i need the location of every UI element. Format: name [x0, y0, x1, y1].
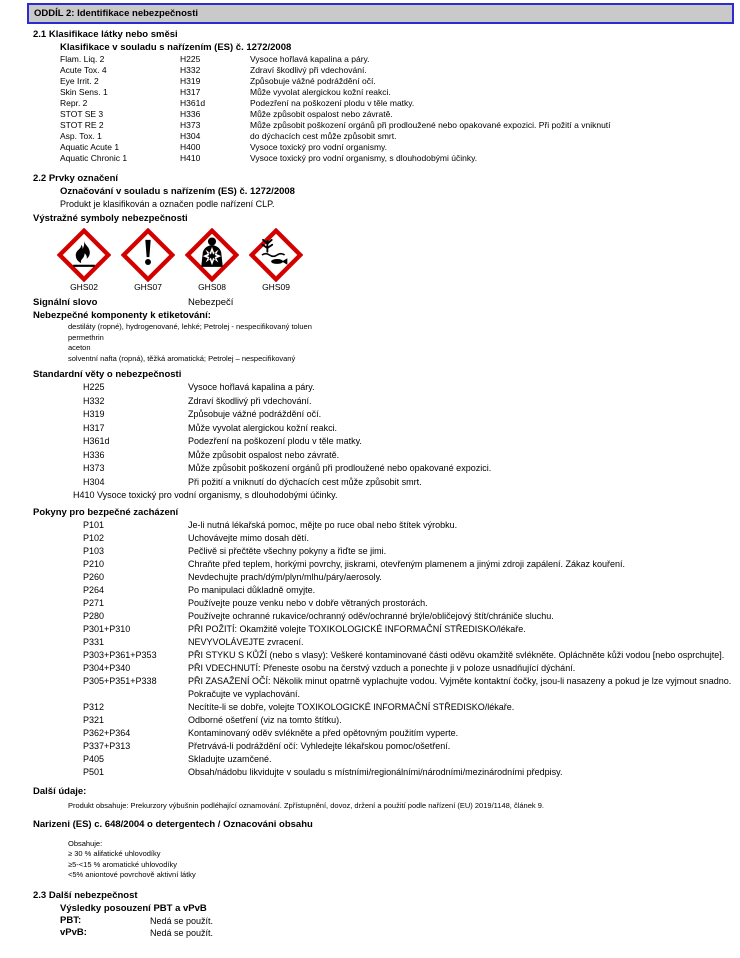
hazard-class: Flam. Liq. 2 — [60, 54, 105, 64]
hazard-class: STOT SE 3 — [60, 109, 104, 119]
heading-2-3: 2.3 Další nebezpečnost — [33, 889, 138, 901]
hazard-text: Vysoce hořlavá kapalina a páry. — [250, 54, 370, 64]
precautionary-list — [83, 519, 734, 779]
precautionary-row — [83, 714, 734, 727]
precautionary-row — [83, 545, 734, 558]
p-code: P301+P310 — [83, 624, 131, 634]
contains-item: ≥ 30 % alifatické uhlovodíky — [68, 849, 161, 858]
hazard-code: H304 — [180, 131, 201, 141]
p-text: Necítíte-li se dobře, volejte TOXIKOLOGICKÉ INFORMAČNÍ STŘEDISKO/lékaře. — [188, 702, 515, 712]
hazard-code: H225 — [180, 54, 201, 64]
p-text: Po manipulaci důkladně omyjte. — [188, 585, 316, 595]
hazard-text: Může způsobit poškození orgánů při prodloužené nebo opakované expozici. Při požití a vniknutí — [250, 120, 611, 130]
h-text: Podezření na poškození plodu v těle matky. — [188, 436, 362, 446]
component-item: permethrin — [68, 332, 104, 342]
hazard-code: H361d — [180, 98, 206, 108]
classification-subheading: Klasifikace v souladu s nařízením (ES) č. 1272/2008 — [60, 42, 292, 53]
hazard-statement-row — [83, 449, 734, 463]
heading-2-1: 2.1 Klasifikace látky nebo směsi — [33, 29, 178, 40]
hazard-class: Repr. 2 — [60, 98, 88, 108]
pbt-row — [60, 915, 734, 927]
p-text: Používejte pouze venku nebo v dobře větraných prostorách. — [188, 598, 428, 608]
contains-block — [68, 839, 734, 881]
classification-row — [60, 109, 734, 120]
precautionary-row — [83, 584, 734, 597]
h-text: Vysoce hořlavá kapalina a páry. — [188, 382, 315, 392]
labelling-intro: Produkt je klasifikován a označen podle nařízení CLP. — [60, 199, 275, 209]
classification-row — [60, 87, 734, 98]
classification-row — [60, 131, 734, 142]
p-text: Chraňte před teplem, horkými povrchy, jiskrami, otevřeným plamenem a jinými zdroji zapálení. Zákaz kouření. — [188, 559, 626, 569]
p-code: P405 — [83, 754, 105, 764]
pbt-row — [60, 927, 734, 939]
hazard-statement-row — [83, 381, 734, 395]
components-heading: Nebezpečné komponenty k etiketování: — [33, 310, 211, 321]
precautionary-row — [83, 597, 734, 610]
hazard-text: Způsobuje vážné podráždění očí. — [250, 76, 376, 86]
section-header-bar — [27, 3, 734, 24]
contains-list — [68, 849, 734, 881]
precautionary-row — [83, 636, 734, 649]
p-text: Je-li nutná lékařská pomoc, mějte po ruce obal nebo štítek výrobku. — [188, 520, 458, 530]
hazard-statement-row — [83, 422, 734, 436]
p-code: P102 — [83, 533, 105, 543]
hazard-class: STOT RE 2 — [60, 120, 104, 130]
p-text: Pečlivě si přečtěte všechny pokyny a řiďte se jimi. — [188, 546, 387, 556]
hazard-code: H373 — [180, 120, 201, 130]
flame-icon — [57, 228, 111, 282]
classification-row — [60, 153, 734, 164]
h-code: H317 — [83, 422, 105, 433]
pictogram-row — [57, 228, 734, 293]
p-code: P312 — [83, 702, 105, 712]
pbt-subheading: Výsledky posouzení PBT a vPvB — [60, 902, 207, 914]
pictogram-code: GHS07 — [134, 282, 162, 292]
classification-row — [60, 76, 734, 87]
p-text: Uchovávejte mimo dosah dětí. — [188, 533, 310, 543]
precautionary-heading: Pokyny pro bezpečné zacházení — [33, 507, 179, 518]
component-item: destiláty (ropné), hydrogenované, lehké; Petrolej - nespecifikovaný toluen — [68, 322, 312, 331]
classification-table — [60, 54, 734, 164]
p-code: P362+P364 — [83, 728, 131, 738]
h-text: Může vyvolat alergickou kožní reakci. — [188, 422, 338, 433]
precautionary-row — [83, 675, 734, 701]
h-code: H304 — [83, 476, 105, 487]
hazard-text: Zdraví škodlivý při vdechování. — [250, 65, 367, 75]
p-text: Kontaminovaný oděv svlékněte a před opětovným použitím vyperte. — [188, 728, 459, 738]
hazard-class: Asp. Tox. 1 — [60, 131, 102, 141]
detergents-heading: Narizeni (ES) c. 648/2004 o detergentech / Oznacováni obsahu — [33, 818, 313, 830]
precautionary-row — [83, 766, 734, 779]
h-code: H336 — [83, 449, 105, 460]
hazard-code: H319 — [180, 76, 201, 86]
hazard-code: H332 — [180, 65, 201, 75]
p-text: Skladujte uzamčené. — [188, 754, 272, 764]
contains-item: <5% aniontové povrchově aktivní látky — [68, 870, 196, 879]
precautionary-row — [83, 623, 734, 636]
p-text: PŘI STYKU S KŮŽÍ (nebo s vlasy): Veškeré kontaminované části oděvu okamžitě svlékněte. Opláchněte kůži vodou [nebo osprchujte]. — [188, 650, 725, 660]
h-text: Může způsobit poškození orgánů při prodloužené nebo opakované expozici. — [188, 463, 492, 473]
p-text: Nevdechujte prach/dým/plyn/mlhu/páry/aerosoly. — [188, 572, 382, 582]
other-data-heading: Další údaje: — [33, 786, 87, 797]
pbt-table — [33, 915, 734, 939]
hazard-text: Podezření na poškození plodu v těle matky. — [250, 98, 415, 108]
p-text: Přetrvává-li podráždění očí: Vyhledejte lékařskou pomoc/ošetření. — [188, 741, 451, 751]
p-code: P337+P313 — [83, 741, 131, 751]
precautionary-row — [83, 558, 734, 571]
pictogram-code: GHS02 — [70, 282, 98, 292]
signal-word-label: Signální slovo — [33, 297, 98, 308]
hazard-text: Vysoce toxický pro vodní organismy, s dlouhodobými účinky. — [250, 153, 478, 163]
p-code: P304+P340 — [83, 663, 131, 673]
p-code: P501 — [83, 767, 105, 777]
precautionary-row — [83, 519, 734, 532]
hazard-text: Vysoce toxický pro vodní organismy. — [250, 142, 388, 152]
hazard-statement-row — [83, 435, 734, 449]
components-list — [68, 322, 734, 364]
hazard-class: Acute Tox. 4 — [60, 65, 107, 75]
h-text: Může způsobit ospalost nebo závratě. — [188, 449, 340, 460]
classification-row — [60, 54, 734, 65]
hazard-statements-heading: Standardní věty o nebezpečnosti — [33, 369, 182, 380]
hazard-code: H410 — [180, 153, 201, 163]
hazard-statement-row — [83, 395, 734, 409]
p-code: P260 — [83, 572, 105, 582]
exclamation-icon — [121, 228, 175, 282]
ghs08-pictogram — [185, 228, 239, 293]
h-text: Při požití a vniknutí do dýchacích cest může způsobit smrt. — [188, 476, 422, 487]
hazard-statement-h410: H410 Vysoce toxický pro vodní organismy, s dlouhodobými účinky. — [73, 490, 338, 500]
ghs07-pictogram — [121, 228, 175, 293]
environment-icon — [249, 228, 303, 282]
h-text: Zdraví škodlivý při vdechování. — [188, 395, 312, 406]
h-text: Způsobuje vážné podráždění očí. — [188, 409, 322, 419]
p-text: NEVYVOLÁVEJTE zvracení. — [188, 637, 304, 647]
hazard-class: Aquatic Chronic 1 — [60, 153, 128, 163]
p-code: P101 — [83, 520, 105, 530]
precautionary-row — [83, 571, 734, 584]
ghs02-pictogram — [57, 228, 111, 293]
h-code: H373 — [83, 463, 105, 473]
pbt-value: Nedá se použít. — [150, 927, 214, 938]
h-code: H225 — [83, 382, 105, 392]
p-text: Odborné ošetření (viz na tomto štítku). — [188, 715, 342, 725]
pictogram-code: GHS09 — [262, 282, 290, 292]
p-text: Používejte ochranné rukavice/ochranný oděv/ochranné brýle/obličejový štít/chrániče sluchu. — [188, 611, 554, 621]
hazard-class: Skin Sens. 1 — [60, 87, 108, 97]
pbt-label: vPvB: — [60, 926, 87, 938]
hazard-class: Aquatic Acute 1 — [60, 142, 120, 152]
precautionary-row — [83, 740, 734, 753]
p-code: P210 — [83, 559, 105, 569]
signal-word-value: Nebezpečí — [188, 297, 234, 308]
ghs09-pictogram — [249, 228, 303, 293]
p-code: P103 — [83, 546, 105, 556]
hazard-text: Může vyvolat alergickou kožní reakci. — [250, 87, 391, 97]
p-code: P280 — [83, 611, 105, 621]
hazard-class: Eye Irrit. 2 — [60, 76, 99, 86]
hazard-code: H400 — [180, 142, 201, 152]
pictograms-heading: Výstražné symboly nebezpečnosti — [33, 213, 188, 224]
precautionary-row — [83, 662, 734, 675]
other-data-text: Produkt obsahuje: Prekurzory výbušnin podléhající oznamování. Zpřístupnění, dovoz, držení a použití podle nařízení (EU) 2019/1148, článek 9. — [68, 801, 544, 810]
hazard-text: Může způsobit ospalost nebo závratě. — [250, 109, 393, 119]
contains-label: Obsahuje: — [68, 838, 103, 848]
pictogram-code: GHS08 — [198, 282, 226, 292]
p-text: Obsah/nádobu likvidujte v souladu s místními/regionálními/národními/mezinárodními předpisy. — [188, 767, 563, 777]
hazard-statement-row — [83, 476, 734, 490]
signal-word-row — [33, 297, 734, 309]
p-code: P271 — [83, 598, 105, 608]
precautionary-row — [83, 532, 734, 545]
hazard-statements-list — [83, 381, 734, 489]
hazard-statement-row — [83, 408, 734, 422]
p-text: PŘI VDECHNUTÍ: Přeneste osobu na čerstvý vzduch a ponechte ji v poloze usnadňující dýchání. — [188, 663, 576, 673]
p-code: P264 — [83, 585, 105, 595]
pbt-value: Nedá se použít. — [150, 915, 214, 926]
component-item: solventní nafta (ropná), těžká aromatická; Petrolej – nespecifikovaný — [68, 353, 296, 363]
hazard-statement-row — [83, 462, 734, 476]
classification-row — [60, 98, 734, 109]
p-code: P305+P351+P338 — [83, 676, 157, 686]
precautionary-row — [83, 727, 734, 740]
classification-row — [60, 65, 734, 76]
classification-row — [60, 142, 734, 153]
h-code: H332 — [83, 395, 105, 406]
precautionary-row — [83, 610, 734, 623]
hazard-code: H317 — [180, 87, 201, 97]
component-item: aceton — [68, 343, 91, 352]
hazard-text: do dýchacích cest může způsobit smrt. — [250, 131, 397, 141]
section-title: ODDÍL 2: Identifikace nebezpečnosti — [34, 8, 199, 19]
p-text: PŘI ZASAŽENÍ OČÍ: Několik minut opatrně vyplachujte vodou. Vyjměte kontaktní čočky, jsou-li nasazeny a pokud je lze vyjmout snadno. Pokračujte ve vyplachování. — [188, 676, 732, 699]
precautionary-row — [83, 701, 734, 714]
precautionary-row — [83, 649, 734, 662]
h-code: H319 — [83, 409, 105, 419]
precautionary-row — [83, 753, 734, 766]
p-code: P331 — [83, 637, 105, 647]
labelling-subheading: Označování v souladu s nařízením (ES) č. 1272/2008 — [60, 186, 295, 197]
h-code: H361d — [83, 436, 110, 446]
hazard-code: H336 — [180, 109, 201, 119]
health-hazard-icon — [185, 228, 239, 282]
classification-row — [60, 120, 734, 131]
p-code: P321 — [83, 715, 105, 725]
pbt-label: PBT: — [60, 914, 82, 926]
p-code: P303+P361+P353 — [83, 650, 157, 660]
p-text: PŘI POŽITÍ: Okamžitě volejte TOXIKOLOGICKÉ INFORMAČNÍ STŘEDISKO/lékaře. — [188, 624, 526, 634]
heading-2-2: 2.2 Prvky označení — [33, 173, 119, 184]
contains-item: ≥5-<15 % aromatické uhlovodíky — [68, 859, 177, 869]
